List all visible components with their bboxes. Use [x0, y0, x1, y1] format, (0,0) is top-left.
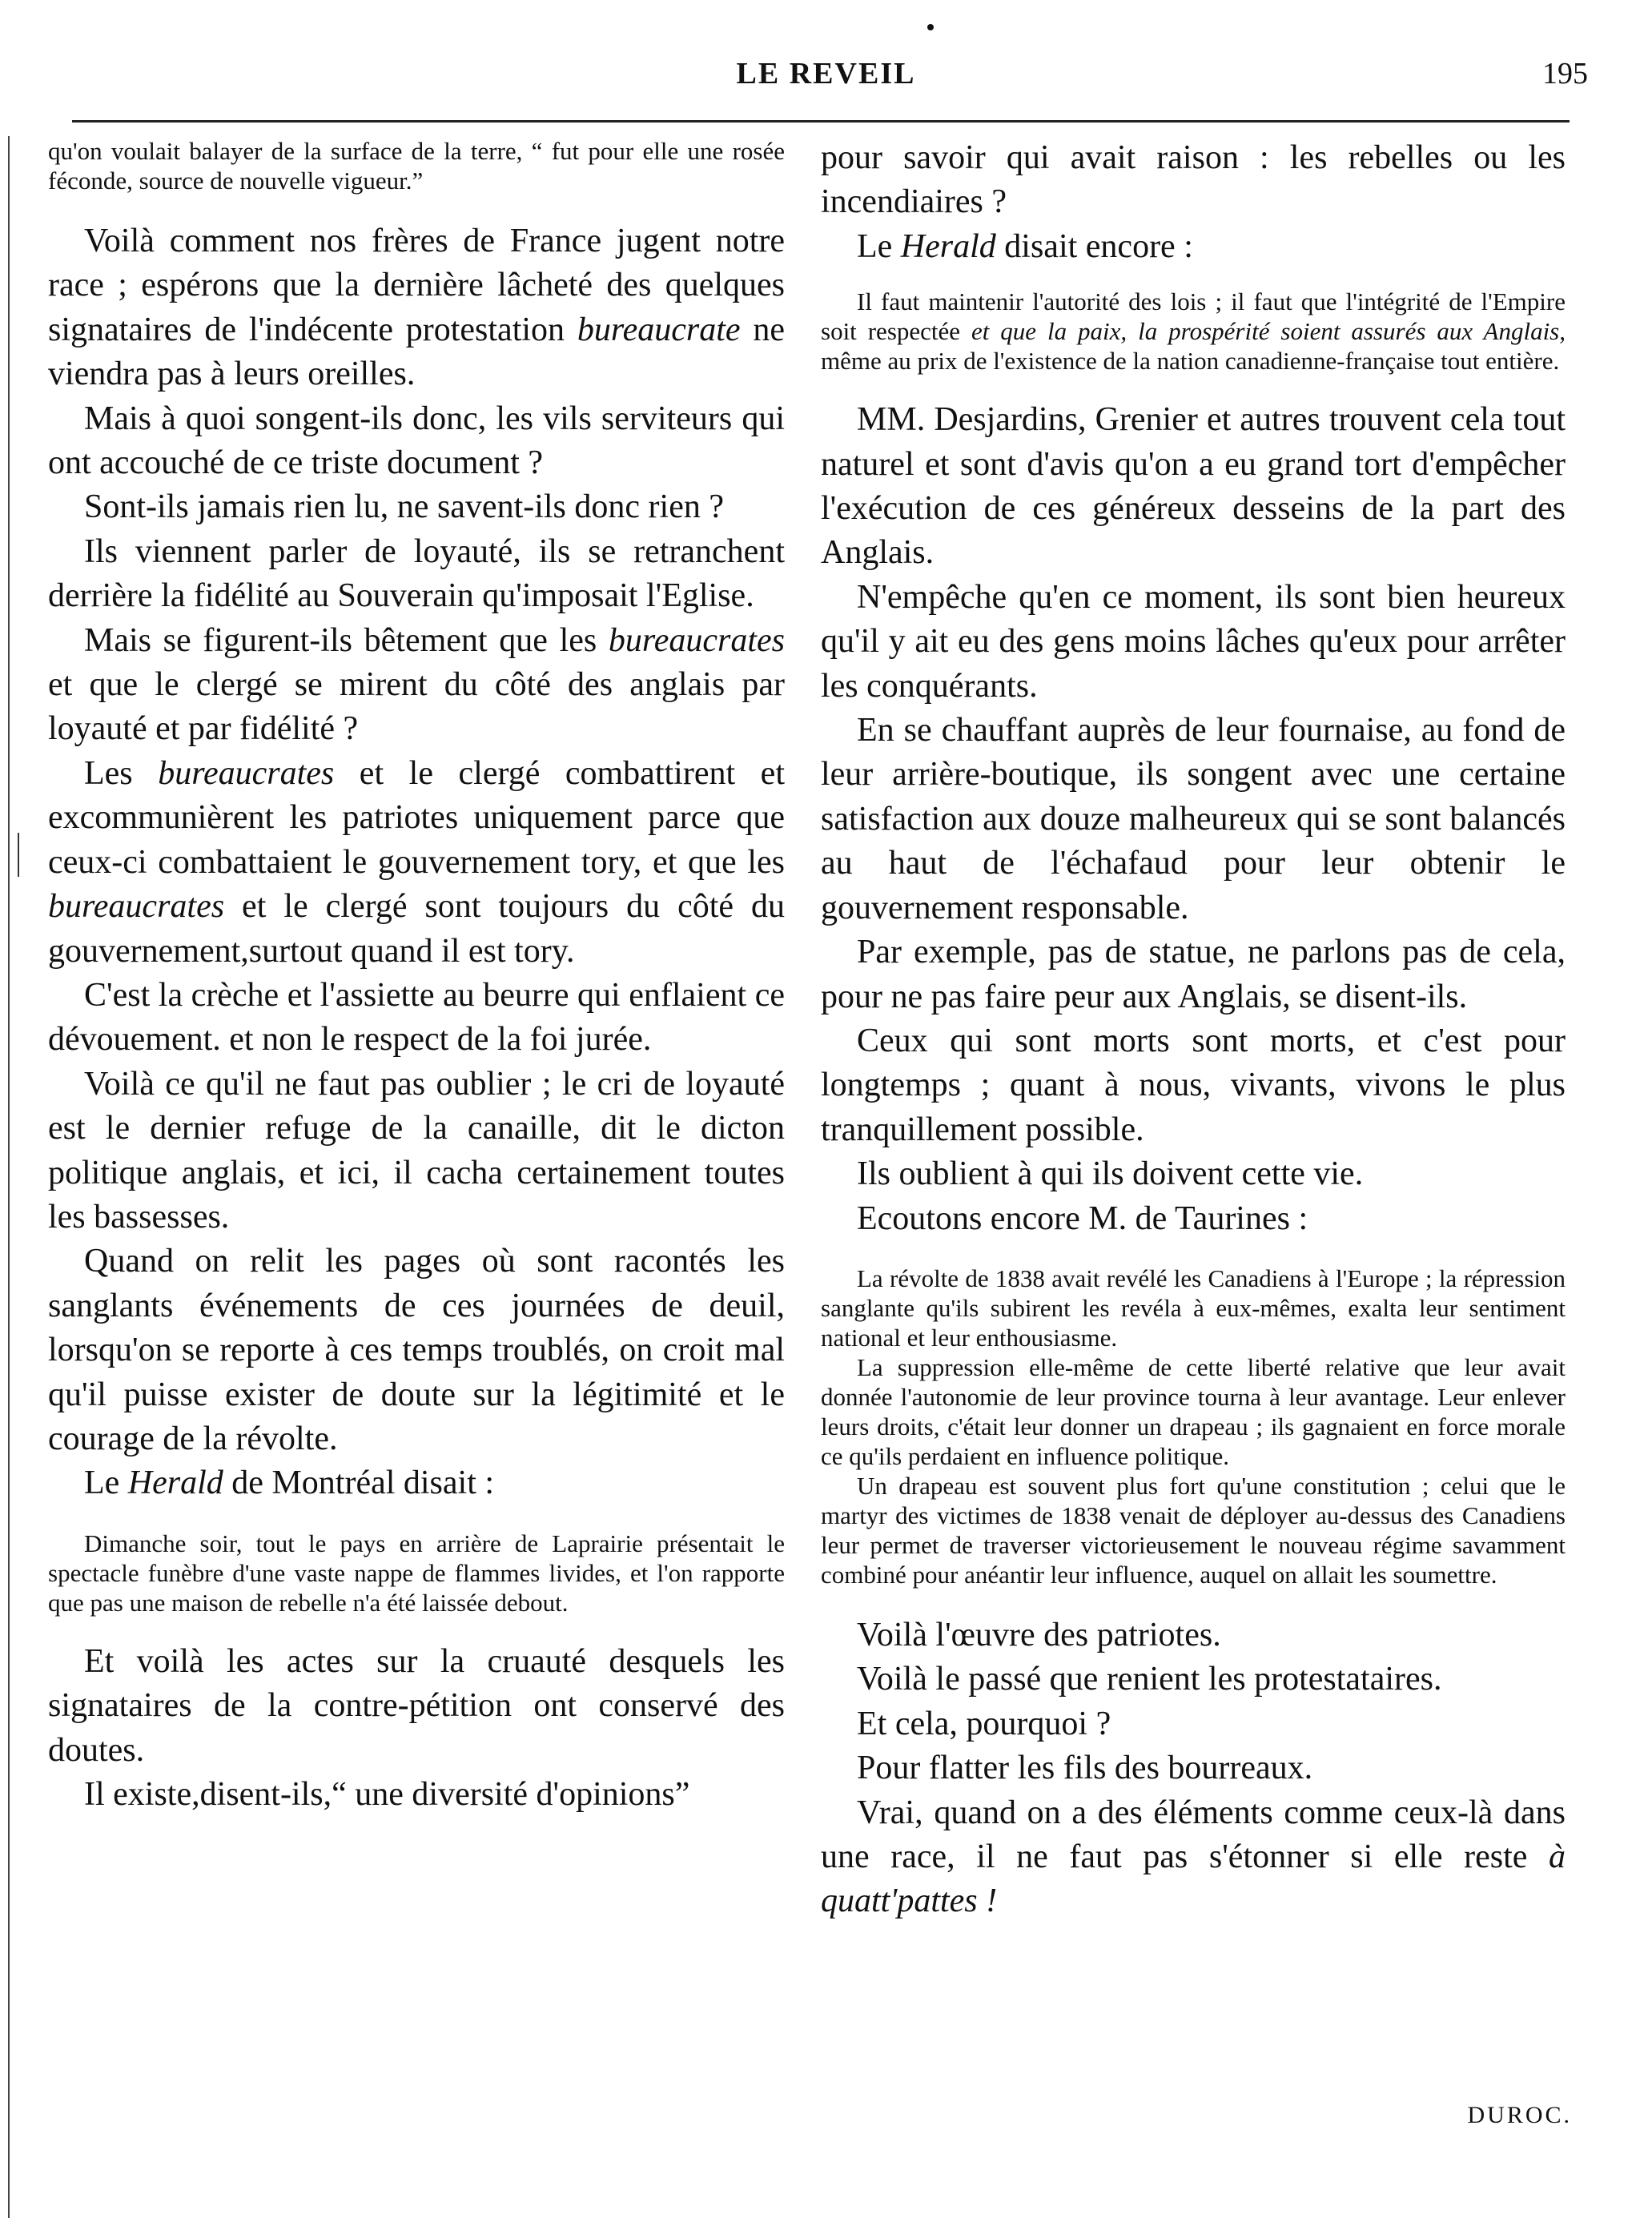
paragraph: [48, 619, 785, 752]
paragraph: Ils viennent parler de loyauté, ils se retranchent derrière la fidélité au Souverain qu'imposait l'Eglise.: [48, 532, 785, 615]
page-edge-line: [8, 136, 10, 2218]
paragraph: Pour flatter les fils des bourreaux.: [857, 1750, 1313, 1787]
text-run: de Montréal disait :: [223, 1465, 495, 1502]
quote-paragraph: La suppression elle-même de cette liberté relative que leur avait donnée l'autonomie de leur province tourna à leur avantage. Leur enlever leurs droits, c'était leur donner un drapeau ; ils gagnaient en force morale ce qu'ils perdaient en influence politique.: [821, 1352, 1566, 1470]
text-run: Vrai, quand on a des éléments comme ceux-là dans une race, il ne faut pas s'étonner si elle reste: [821, 1794, 1566, 1875]
left-column: [48, 136, 785, 1817]
text-run: Voilà comment nos frères de France jugent notre race ; espérons que la dernière lâcheté des quelques signataires de l'indécente protestation: [48, 223, 785, 348]
text-run: Les: [84, 754, 159, 792]
text-run: Le: [857, 227, 901, 265]
text-run: et que le clergé se mirent du côté des anglais par loyauté et par fidélité ?: [48, 666, 785, 748]
quote-taurines: [821, 1264, 1566, 1589]
quote-herald: Dimanche soir, tout le pays en arrière de Laprairie présentait le spectacle funèbre d'une vaste nappe de flammes livides, et l'on rapporte que pas une maison de rebelle n'a été laissée debout.: [48, 1529, 785, 1617]
text-run: et le clergé combattirent et excommunièrent les patriotes uniquement parce que ceux-ci combattaient le gouvernement tory, et que les: [48, 754, 785, 881]
paragraph: pour savoir qui avait raison : les rebelles ou les incendiaires ?: [821, 139, 1566, 221]
quote-paragraph: La révolte de 1838 avait revélé les Canadiens à l'Europe ; la répression sanglante qu'ils subirent les revéla à eux-mêmes, exalta leur sentiment national et leur enthousiasme.: [821, 1264, 1566, 1352]
text-run: et le clergé sont toujours du côté du gouvernement,surtout quand il est tory.: [48, 888, 785, 970]
paragraph: Et voilà les actes sur la cruauté desquels les signataires de la contre-pétition ont conservé des doutes.: [48, 1642, 785, 1769]
quote-paragraph: Un drapeau est souvent plus fort qu'une constitution ; celui que le martyr des victimes de 1838 venait de déployer au-dessus des Canadiens leur permet de traverser victorieusement le nouveau régime savamment combiné pour anéantir leur influence, auquel on allait les soumettre.: [821, 1471, 1566, 1589]
paragraph: Mais à quoi songent-ils donc, les vils serviteurs qui ont accouché de ce triste document ?: [48, 400, 785, 482]
text-run: Il faut maintenir l'autorité des lois ; il faut que l'intégrité de l'Empire soit respectée: [821, 287, 1566, 346]
paragraph: [48, 1461, 785, 1505]
text-run: Le: [84, 1465, 128, 1502]
emphasis: bureaucrate: [577, 311, 741, 348]
paragraph: N'empêche qu'en ce moment, ils sont bien heureux qu'il y ait eu des gens moins lâches qu'eux pour arrêter les conquérants.: [821, 578, 1566, 705]
paragraph: [821, 225, 1566, 269]
text-run: même au prix de l'existence de la nation canadienne-française tout entière.: [821, 347, 1560, 376]
header-rule: [72, 120, 1570, 123]
paragraph: Sont-ils jamais rien lu, ne savent-ils donc rien ?: [84, 488, 724, 526]
paragraph: Voilà ce qu'il ne faut pas oublier ; le cri de loyauté est le dernier refuge de la canaille, dit le dicton politique anglais, et ici, il cacha certainement toutes les bassesses.: [48, 1065, 785, 1236]
text-run: disait encore :: [995, 227, 1193, 265]
paragraph: MM. Desjardins, Grenier et autres trouvent cela tout naturel et sont d'avis qu'on a eu grand tort d'empêcher l'exécution de ces généreux desseins de la part des Anglais.: [821, 401, 1566, 572]
paragraph: En se chauffant auprès de leur fournaise, au fond de leur arrière-boutique, ils songent avec une certaine satisfaction aux douze malheureux qui se sont balancés au haut de l'échafaud pour leur obtenir le gouvernement responsable.: [821, 712, 1566, 926]
emphasis: Herald: [900, 227, 996, 265]
quote-herald-2: [821, 287, 1566, 376]
paragraph: Ecoutons encore M. de Taurines :: [857, 1199, 1308, 1237]
paragraph: [48, 752, 785, 974]
emphasis: et que la paix, la prospérité soient assurés aux Anglais,: [971, 317, 1566, 346]
text-run: Mais se figurent-ils bêtement que les: [84, 621, 609, 659]
emphasis: à quatt'pattes !: [821, 1838, 1566, 1920]
paragraph: C'est la crèche et l'assiette au beurre qui enflaient ce dévouement. et non le respect de la foi jurée.: [48, 976, 785, 1059]
emphasis: bureaucrates: [608, 621, 785, 659]
page-header: [0, 56, 1652, 104]
text-run: ne viendra pas à leurs oreilles.: [48, 311, 785, 393]
paragraph: Quand on relit les pages où sont racontés les sanglants événements de ces journées de deuil, lorsqu'on se reporte à ces temps troublés, on croit mal qu'il puisse exister de doute sur la légitimité et le courage de la révolte.: [48, 1243, 785, 1457]
margin-mark: [18, 833, 19, 877]
paragraph: Par exemple, pas de statue, ne parlons pas de cela, pour ne pas faire peur aux Anglais, se disent-ils.: [821, 934, 1566, 1015]
paragraph: Ils oublient à qui ils doivent cette vie.: [857, 1155, 1364, 1193]
author-signature: DUROC.: [1467, 2102, 1572, 2128]
running-title: LE REVEIL: [736, 57, 916, 90]
paragraph: [821, 1791, 1566, 1924]
paragraph: Ceux qui sont morts sont morts, et c'est pour longtemps ; quant à nous, vivants, vivons le plus tranquillement possible.: [821, 1022, 1566, 1148]
page-number: 195: [1542, 57, 1588, 90]
emphasis: Herald: [127, 1465, 223, 1502]
emphasis: bureaucrates: [48, 888, 225, 926]
paragraph: Et cela, pourquoi ?: [857, 1705, 1111, 1742]
paragraph: Voilà le passé que renient les protestataires.: [857, 1661, 1442, 1698]
paragraph: Il existe,disent-ils,“ une diversité d'opinions”: [84, 1776, 690, 1813]
paragraph: Voilà l'œuvre des patriotes.: [857, 1616, 1221, 1653]
continued-quote: qu'on voulait balayer de la surface de la terre, “ fut pour elle une rosée féconde, source de nouvelle vigueur.”: [48, 137, 785, 195]
emphasis: bureaucrates: [158, 754, 335, 792]
paragraph: [48, 219, 785, 397]
printer-dot: [927, 24, 934, 30]
right-column: [821, 136, 1566, 1924]
